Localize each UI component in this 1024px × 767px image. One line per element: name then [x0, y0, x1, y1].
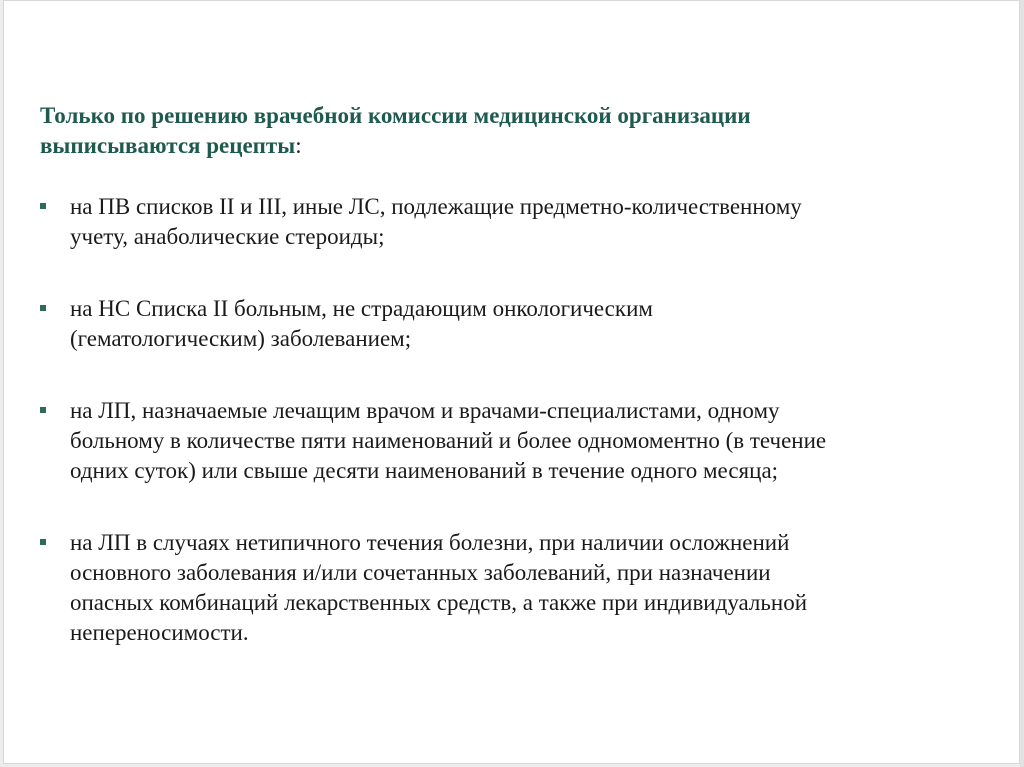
item-line: на ЛП, назначаемые лечащим врачом и врачами-специалистами, одному	[70, 398, 780, 423]
slide-content	[40, 101, 1015, 648]
square-bullet-icon	[40, 305, 46, 311]
list-item	[40, 528, 1015, 648]
item-line: (гематологическим) заболеванием;	[70, 326, 412, 351]
item-line: учету, анаболические стероиды;	[70, 224, 385, 249]
list-item	[40, 294, 1015, 354]
list-item	[40, 192, 1015, 252]
item-line: опасных комбинаций лекарственных средств, а также при индивидуальной	[70, 590, 808, 615]
item-line: одних суток) или свыше десяти наименований в течение одного месяца;	[70, 458, 779, 483]
heading-colon: :	[295, 133, 302, 158]
slide-edge	[1020, 0, 1024, 767]
square-bullet-icon	[40, 539, 46, 545]
square-bullet-icon	[40, 407, 46, 413]
item-line: непереносимости.	[70, 620, 249, 645]
item-line: на ЛП в случаях нетипичного течения болезни, при наличии осложнений	[70, 530, 790, 555]
bullet-list	[40, 192, 1015, 648]
slide-heading	[40, 101, 1015, 161]
heading-line-2: выписываются рецепты	[40, 133, 296, 158]
heading-line-1: Только по решению врачебной комиссии медицинской организации	[40, 103, 751, 128]
square-bullet-icon	[40, 203, 46, 209]
item-line: на НС Списка II больным, не страдающим онкологическим	[70, 296, 653, 321]
list-item	[40, 396, 1015, 486]
item-line: на ПВ списков II и III, иные ЛС, подлежащие предметно-количественному	[70, 194, 802, 219]
slide	[3, 0, 1020, 764]
item-line: больному в количестве пяти наименований и более одномоментно (в течение	[70, 428, 827, 453]
item-line: основного заболевания и/или сочетанных заболеваний, при назначении	[70, 560, 771, 585]
